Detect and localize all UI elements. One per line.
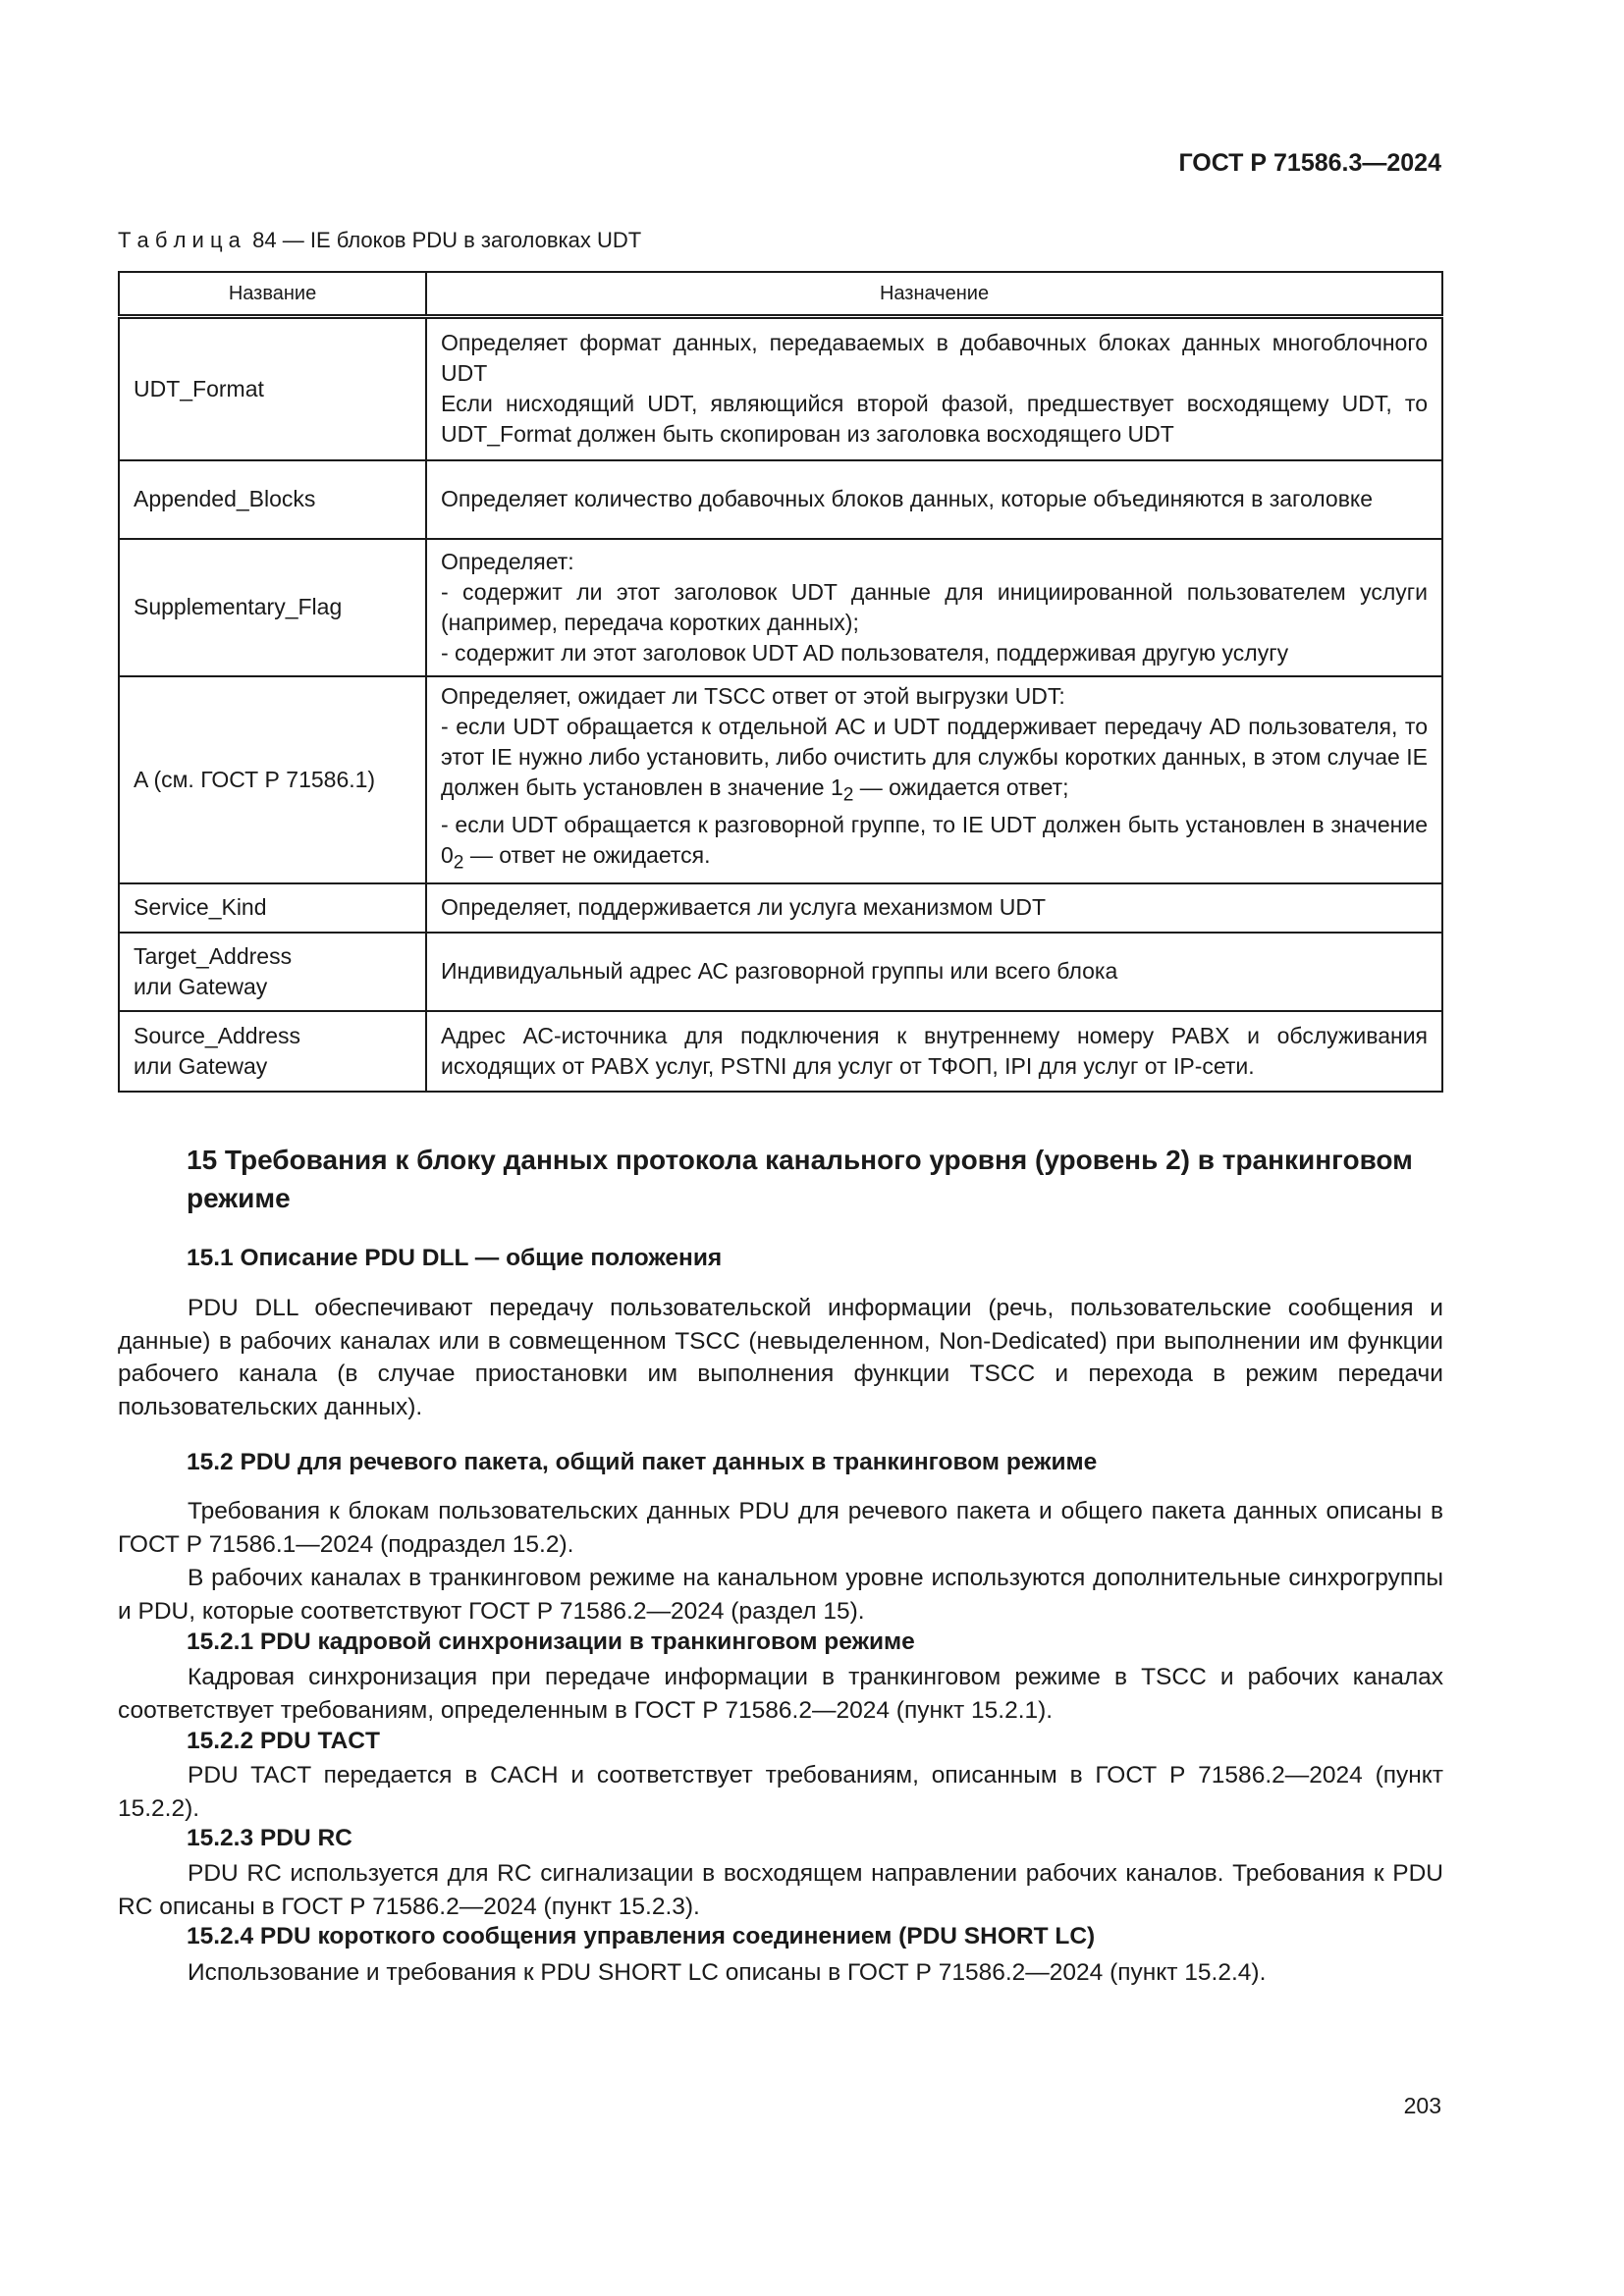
cell-name: Supplementary_Flag <box>119 539 426 676</box>
cell-name: Service_Kind <box>119 883 426 933</box>
ie-table <box>118 271 1443 1093</box>
section-15-2-4-paragraph: Использование и требования к PDU SHORT LC описаны в ГОСТ Р 71586.2—2024 (пункт 15.2.4). <box>188 1959 1267 1986</box>
section-15-2-heading: 15.2 PDU для речевого пакета, общий пакет данных в транкинговом режиме <box>187 1449 1098 1475</box>
table-row <box>119 933 1442 1011</box>
table-row <box>119 317 1442 460</box>
cell-desc: Адрес АС-источника для подключения к внутреннему номеру PABX и обслуживания исходящих от PABX услуг, PSTNI для услуг от ТФОП, IPI для услуг от IP-сети. <box>426 1011 1442 1092</box>
column-header-name: Название <box>119 272 426 317</box>
table-row <box>119 883 1442 933</box>
table-row <box>119 539 1442 676</box>
section-15-2-4-heading: 15.2.4 PDU короткого сообщения управления соединением (PDU SHORT LC) <box>187 1923 1096 1949</box>
cell-desc: Определяет, ожидает ли TSCC ответ от этой выгрузки UDT: - если UDT обращается к отдельной АС и UDT поддерживает передачу AD пользователя, то этот IE нужно либо установить, либо очистить для службы коротких данных, в этом случае IE должен быть установлен в значение $1_2$ — ожидается ответ; - если UDT обращается к разговорной группе, то IE UDT должен быть установлен в значение $0_2$ — ответ не ожидается. <box>426 676 1442 883</box>
cell-desc: Определяет: - содержит ли этот заголовок UDT данные для инициированной пользователем услуги (например, передача коротких данных); - содержит ли этот заголовок UDT AD пользователя, поддерживая другую услугу <box>426 539 1442 676</box>
table-header-row <box>119 272 1442 317</box>
section-15-1-paragraph: PDU DLL обеспечивают передачу пользовательской информации (речь, пользовательские сообщения и данные) в рабочих каналах или в совмещенном TSCC (невыделенном, Non-Dedicated) при выполнении им функции рабочего канала (в случае приостановки им выполнения функции TSCC и перехода в режим передачи пользовательских данных). <box>118 1295 1443 1420</box>
cell-desc: Определяет, поддерживается ли услуга механизмом UDT <box>426 883 1442 933</box>
section-15-2-2-heading: 15.2.2 PDU TACT <box>187 1728 380 1754</box>
column-header-purpose: Назначение <box>426 272 1442 317</box>
cell-name: Appended_Blocks <box>119 460 426 539</box>
section-15-2-3-paragraph: PDU RC используется для RC сигнализации в восходящем направлении рабочих каналов. Требования к PDU RC описаны в ГОСТ Р 71586.2—2024 (пункт 15.2.3). <box>118 1860 1443 1920</box>
section-15-1-heading: 15.1 Описание PDU DLL — общие положения <box>187 1245 723 1271</box>
table-row <box>119 460 1442 539</box>
section-15-2-2-paragraph: PDU TACT передается в CACH и соответствует требованиям, описанным в ГОСТ Р 71586.2—2024 (пункт 15.2.2). <box>118 1762 1443 1822</box>
section-15-2-paragraph-1: Требования к блокам пользовательских данных PDU для речевого пакета и общего пакета данных описаны в ГОСТ Р 71586.1—2024 (подраздел 15.2). <box>118 1498 1443 1558</box>
section-15-2-3-heading: 15.2.3 PDU RC <box>187 1825 352 1851</box>
cell-name: UDT_Format <box>119 317 426 460</box>
cell-name: A (см. ГОСТ Р 71586.1) <box>119 676 426 883</box>
table-row <box>119 1011 1442 1092</box>
cell-desc: Индивидуальный адрес АС разговорной группы или всего блока <box>426 933 1442 1011</box>
cell-desc: Определяет формат данных, передаваемых в добавочных блоках данных многоблочного UDT Если нисходящий UDT, являющийся второй фазой, предшествует восходящему UDT, то UDT_Format должен быть скопирован из заголовка восходящего UDT <box>426 317 1442 460</box>
table-row <box>119 676 1442 883</box>
cell-name: Source_Address или Gateway <box>119 1011 426 1092</box>
section-15-2-paragraph-2: В рабочих каналах в транкинговом режиме на канальном уровне используются дополнительные синхрогруппы и PDU, которые соответствуют ГОСТ Р 71586.2—2024 (раздел 15). <box>118 1565 1443 1625</box>
table-caption: Т а б л и ц а 84 — IE блоков PDU в заголовках UDT <box>118 228 642 252</box>
cell-name: Target_Address или Gateway <box>119 933 426 1011</box>
cell-desc: Определяет количество добавочных блоков данных, которые объединяются в заголовке <box>426 460 1442 539</box>
section-15-2-1-paragraph: Кадровая синхронизация при передаче информации в транкинговом режиме в TSCC и рабочих каналах соответствует требованиям, определенным в ГОСТ Р 71586.2—2024 (пункт 15.2.1). <box>118 1664 1443 1724</box>
page-number: 203 <box>1403 2093 1441 2118</box>
section-15-heading: 15 Требования к блоку данных протокола канального уровня (уровень 2) в транкинговом режиме <box>187 1145 1413 1213</box>
document-code: ГОСТ Р 71586.3—2024 <box>1178 149 1441 177</box>
section-15-2-1-heading: 15.2.1 PDU кадровой синхронизации в транкинговом режиме <box>187 1629 915 1655</box>
